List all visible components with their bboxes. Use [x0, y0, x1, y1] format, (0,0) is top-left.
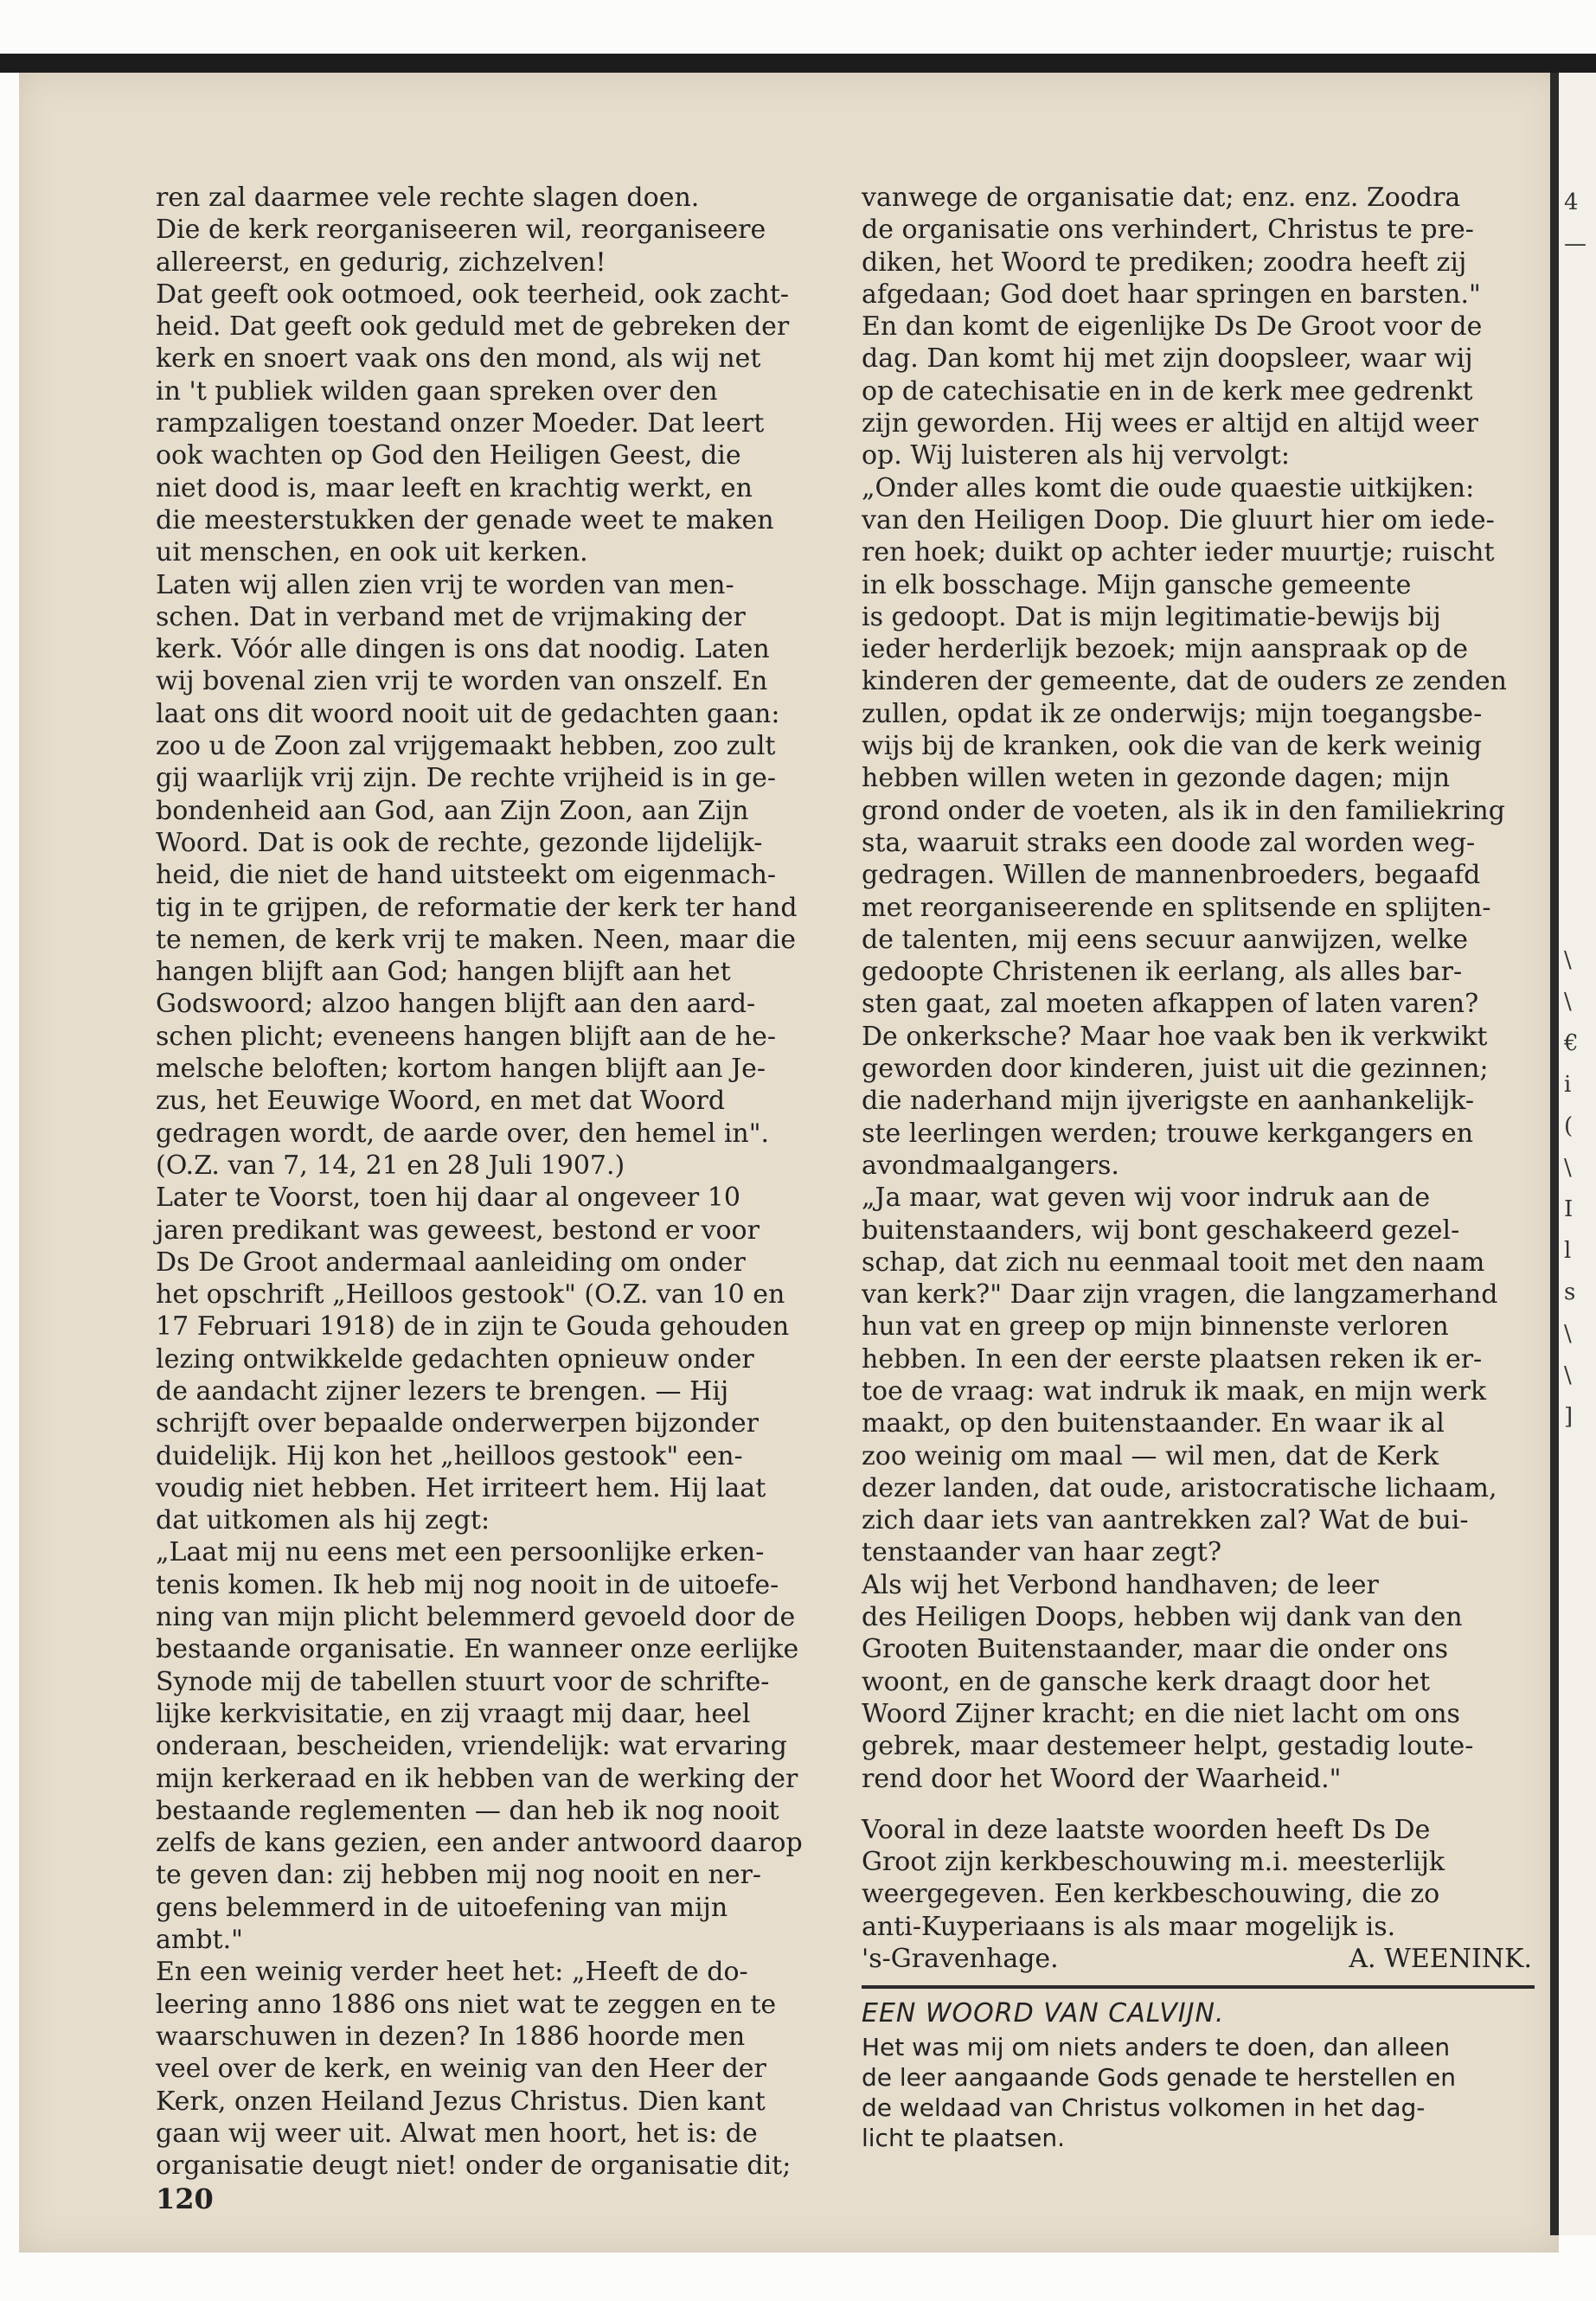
text-line: gedoopte Christenen ik eerlang, als alles bar- [862, 957, 1463, 988]
text-line: Kerk, onzen Heiland Jezus Christus. Dien kant [156, 2086, 766, 2117]
text-line: gedragen wordt, de aarde over, den hemel in". [156, 1118, 770, 1149]
text-line: te geven dan: zij hebben mij nog nooit en ner- [156, 1860, 762, 1891]
section-divider [862, 1985, 1535, 1989]
text-line: Woord. Dat is ook de rechte, gezonde lijdelijk- [156, 827, 763, 858]
text-line: maakt, op den buitenstaander. En waar ik al [862, 1408, 1445, 1439]
text-line: ning van mijn plicht belemmerd gevoeld door de [156, 1602, 796, 1633]
text-line: zelfs de kans gezien, een ander antwoord daarop [156, 1828, 803, 1859]
text-line: laat ons dit woord nooit uit de gedachten gaan: [156, 698, 780, 729]
text-line: dezer landen, dat oude, aristocratische lichaam, [862, 1472, 1497, 1503]
text-line: die naderhand mijn ijverigste en aanhankelijk- [862, 1086, 1474, 1117]
text-line: de weldaad van Christus volkomen in het dag- [862, 2093, 1426, 2122]
paragraph-gap [862, 1795, 1532, 1814]
text-line: woont, en de gansche kerk draagt door het [862, 1666, 1431, 1697]
text-line: gedragen. Willen de mannenbroeders, begaafd [862, 860, 1481, 891]
text-line: dat uitkomen als hij zegt: [156, 1505, 490, 1536]
text-line: diken, het Woord te prediken; zoodra heeft zij [862, 247, 1467, 278]
text-line: 17 Februari 1918) de in zijn te Gouda gehouden [156, 1311, 790, 1343]
text-line: leering anno 1886 ons niet wat te zeggen en te [156, 1989, 777, 2020]
text-line: hun vat en greep op mijn binnenste verloren [862, 1311, 1449, 1343]
text-line: hebben. In een der eerste plaatsen reken ik er- [862, 1343, 1483, 1375]
text-line: op. Wij luisteren als hij vervolgt: [862, 440, 1290, 471]
edge-fragment: \ [1564, 1155, 1572, 1181]
text-line: Ds De Groot andermaal aanleiding om onder [156, 1247, 746, 1278]
conclusion-paragraph [862, 1814, 1532, 1943]
text-line: wij bovenal zien vrij te worden van onszelf. En [156, 666, 768, 697]
text-line: avondmaalgangers. [862, 1150, 1119, 1181]
text-line: die meesterstukken der genade weet te maken [156, 504, 774, 535]
text-line: hebben willen weten in gezonde dagen; mijn [862, 763, 1451, 794]
text-line: tig in te grijpen, de reformatie der kerk ter hand [156, 892, 798, 923]
text-line: zoo weinig om maal — wil men, dat de Kerk [862, 1440, 1439, 1471]
signature-author: A. WEENINK. [1349, 1944, 1532, 1975]
text-line: ambt." [156, 1925, 243, 1956]
text-line: in elk bosschage. Mijn gansche gemeente [862, 569, 1412, 600]
text-line: „Ja maar, wat geven wij voor indruk aan de [862, 1183, 1431, 1214]
text-line: geworden door kinderen, juist uit die gezinnen; [862, 1054, 1489, 1085]
text-line: vanwege de organisatie dat; enz. enz. Zoodra [862, 183, 1461, 213]
next-article-heading: EEN WOORD VAN CALVIJN. [862, 1998, 1225, 2029]
text-line: anti-Kuyperiaans is als maar mogelijk is. [862, 1911, 1396, 1942]
edge-fragment: l [1564, 1238, 1572, 1264]
text-line: Vooral in deze laatste woorden heeft Ds De [862, 1814, 1431, 1845]
text-line: schen. Dat in verband met de vrijmaking der [156, 601, 746, 632]
edge-fragment: i [1564, 1072, 1572, 1098]
text-line: veel over de kerk, en weinig van den Heer der [156, 2054, 766, 2085]
text-line: is gedoopt. Dat is mijn legitimatie-bewijs bij [862, 601, 1441, 632]
text-line: met reorganiseerende en splitsende en splijten- [862, 892, 1491, 923]
text-line: bestaande reglementen — dan heb ik nog nooit [156, 1795, 779, 1826]
text-line: van den Heiligen Doop. Die gluurt hier om iede- [862, 504, 1495, 535]
text-line: Die de kerk reorganiseeren wil, reorganiseere [156, 215, 766, 246]
text-line: bestaande organisatie. En wanneer onze eerlijke [156, 1634, 799, 1665]
text-line: sta, waaruit straks een doode zal worden weg- [862, 827, 1476, 858]
text-line: kinderen der gemeente, dat de ouders ze zenden [862, 666, 1508, 697]
text-line: schen plicht; eveneens hangen blijft aan de he- [156, 1021, 776, 1052]
text-line: Later te Voorst, toen hij daar al ongeveer 10 [156, 1183, 740, 1214]
edge-fragment: \ [1564, 1362, 1572, 1388]
text-line: grond onder de voeten, als ik in den familiekring [862, 795, 1505, 826]
text-line: licht te plaatsen. [862, 2123, 1065, 2152]
edge-fragment: s [1564, 1279, 1576, 1305]
text-line: ieder herderlijk bezoek; mijn aanspraak op de [862, 634, 1468, 665]
text-line: de aandacht zijner lezers te brengen. — Hij [156, 1375, 729, 1407]
text-line: gebrek, maar destemeer helpt, gestadig loute- [862, 1731, 1474, 1762]
text-line: de talenten, mij eens secuur aanwijzen, welke [862, 924, 1469, 955]
text-line: gaan wij weer uit. Alwat men hoort, het is: de [156, 2118, 758, 2149]
text-line: gij waarlijk vrij zijn. De rechte vrijheid is in ge- [156, 763, 777, 794]
text-line: kerk. Vóór alle dingen is ons dat noodig. Laten [156, 634, 770, 665]
text-line: afgedaan; God doet haar springen en barsten." [862, 279, 1481, 310]
edge-fragment: \ [1564, 989, 1572, 1015]
text-line: tenstaander van haar zegt? [862, 1537, 1222, 1568]
text-line: organisatie deugt niet! onder de organisatie dit; [156, 2150, 792, 2182]
left-column [156, 182, 830, 2216]
edge-fragment: 4 [1564, 189, 1579, 215]
text-line: hangen blijft aan God; hangen blijft aan het [156, 957, 731, 988]
edge-fragment: € [1564, 1030, 1579, 1056]
text-line: voudig niet hebben. Het irriteert hem. Hij laat [156, 1472, 766, 1503]
edge-fragment: \ [1564, 1321, 1572, 1347]
edge-fragment: ( [1564, 1113, 1574, 1139]
text-line: „Onder alles komt die oude quaestie uitkijken: [862, 472, 1475, 503]
right-column [862, 182, 1532, 2153]
text-line: ook wachten op God den Heiligen Geest, die [156, 440, 741, 471]
text-line: Synode mij de tabellen stuurt voor de schrifte- [156, 1666, 770, 1697]
text-line: onderaan, bescheiden, vriendelijk: wat ervaring [156, 1731, 787, 1762]
text-line: uit menschen, en ook uit kerken. [156, 537, 588, 568]
text-line: op de catechisatie en in de kerk mee gedrenkt [862, 375, 1473, 407]
text-line: melsche beloften; kortom hangen blijft aan Je- [156, 1054, 766, 1085]
text-line: het opschrift „Heilloos gestook" (O.Z. van 10 en [156, 1279, 785, 1311]
text-line: jaren predikant was geweest, bestond er voor [156, 1215, 760, 1246]
text-line: Woord Zijner kracht; en die niet lacht om ons [862, 1698, 1460, 1729]
edge-fragment: \ [1564, 947, 1572, 973]
text-line: niet dood is, maar leeft en krachtig werkt, en [156, 472, 753, 503]
text-line: waarschuwen in dezen? In 1886 hoorde men [156, 2021, 746, 2052]
text-line: zullen, opdat ik ze onderwijs; mijn toegangsbe- [862, 698, 1483, 729]
text-line: schap, dat zich nu eenmaal tooit met den naam [862, 1247, 1485, 1278]
text-line: allereerst, en gedurig, zichzelven! [156, 247, 606, 278]
text-line: rend door het Woord der Waarheid." [862, 1763, 1342, 1794]
text-line: De onkerksche? Maar hoe vaak ben ik verkwikt [862, 1021, 1488, 1052]
right-column-body [862, 182, 1532, 1795]
text-line: schrijft over bepaalde onderwerpen bijzonder [156, 1408, 759, 1439]
text-line: wijs bij de kranken, ook die van de kerk weinig [862, 731, 1482, 762]
text-line: de organisatie ons verhindert, Christus te pre- [862, 215, 1474, 246]
text-line: heid. Dat geeft ook geduld met de gebreken der [156, 311, 790, 343]
text-line: Het was mij om niets anders te doen, dan alleen [862, 2032, 1451, 2061]
text-line: ren hoek; duikt op achter ieder muurtje; ruischt [862, 537, 1495, 568]
text-line: rampzaligen toestand onzer Moeder. Dat leert [156, 408, 765, 439]
signature-row [862, 1943, 1532, 1975]
text-line: lezing ontwikkelde gedachten opnieuw onder [156, 1343, 754, 1375]
text-line: (O.Z. van 7, 14, 21 en 28 Juli 1907.) [156, 1150, 625, 1181]
page-number: 120 [156, 2182, 214, 2216]
edge-fragment: I [1564, 1196, 1574, 1222]
scan-top-border [0, 54, 1596, 73]
edge-fragment: — [1564, 231, 1586, 257]
next-article-body [862, 2032, 1532, 2153]
text-line: „Laat mij nu eens met een persoonlijke erken- [156, 1537, 765, 1568]
text-line: En dan komt de eigenlijke Ds De Groot voor de [862, 311, 1483, 343]
signature-place: 's-Gravenhage. [862, 1944, 1059, 1975]
text-line: weergegeven. Een kerkbeschouwing, die zo [862, 1879, 1440, 1910]
text-line: tenis komen. Ik heb mij nog nooit in de uitoefe- [156, 1569, 779, 1600]
text-line: kerk en snoert vaak ons den mond, als wij net [156, 343, 761, 375]
text-line: Grooten Buitenstaander, maar die onder ons [862, 1634, 1448, 1665]
text-line: bondenheid aan God, aan Zijn Zoon, aan Zijn [156, 795, 749, 826]
text-line: des Heiligen Doops, hebben wij dank van den [862, 1602, 1463, 1633]
text-line: zijn geworden. Hij wees er altijd en altijd weer [862, 408, 1478, 439]
text-line: En een weinig verder heet het: „Heeft de do- [156, 1957, 748, 1988]
text-line: Groot zijn kerkbeschouwing m.i. meesterlijk [862, 1847, 1445, 1878]
text-line: de leer aangaande Gods genade te herstellen en [862, 2062, 1457, 2092]
text-line: te nemen, de kerk vrij te maken. Neen, maar die [156, 924, 797, 955]
text-line: duidelijk. Hij kon het „heilloos gestook" een- [156, 1440, 743, 1471]
text-line: in 't publiek wilden gaan spreken over den [156, 375, 718, 407]
text-line: Als wij het Verbond handhaven; de leer [862, 1569, 1379, 1600]
text-line: Dat geeft ook ootmoed, ook teerheid, ook zacht- [156, 279, 790, 310]
text-line: van kerk?" Daar zijn vragen, die langzamerhand [862, 1279, 1498, 1311]
text-line: heid, die niet de hand uitsteekt om eigenmach- [156, 860, 777, 891]
text-line: zus, het Eeuwige Woord, en met dat Woord [156, 1086, 726, 1117]
text-line: dag. Dan komt hij met zijn doopsleer, waar wij [862, 343, 1473, 375]
text-line: zich daar iets van aantrekken zal? Wat de bui- [862, 1505, 1469, 1536]
text-line: lijke kerkvisitatie, en zij vraagt mij daar, heel [156, 1698, 751, 1729]
text-line: Laten wij allen zien vrij te worden van men- [156, 569, 734, 600]
text-line: ste leerlingen werden; trouwe kerkgangers en [862, 1118, 1474, 1149]
text-line: gens belemmerd in de uitoefening van mijn [156, 1892, 728, 1923]
edge-fragment: ] [1564, 1404, 1574, 1430]
text-line: Godswoord; alzoo hangen blijft aan den aard- [156, 989, 756, 1020]
text-line: toe de vraag: wat indruk ik maak, en mijn werk [862, 1375, 1487, 1407]
text-line: sten gaat, zal moeten afkappen of laten varen? [862, 989, 1479, 1020]
text-line: ren zal daarmee vele rechte slagen doen. [156, 183, 700, 213]
text-line: mijn kerkeraad en ik hebben van de werking der [156, 1763, 798, 1794]
text-line: zoo u de Zoon zal vrijgemaakt hebben, zoo zult [156, 731, 776, 762]
text-line: buitenstaanders, wij bont geschakeerd gezel- [862, 1215, 1460, 1246]
facing-page-fragments [1564, 182, 1590, 1438]
